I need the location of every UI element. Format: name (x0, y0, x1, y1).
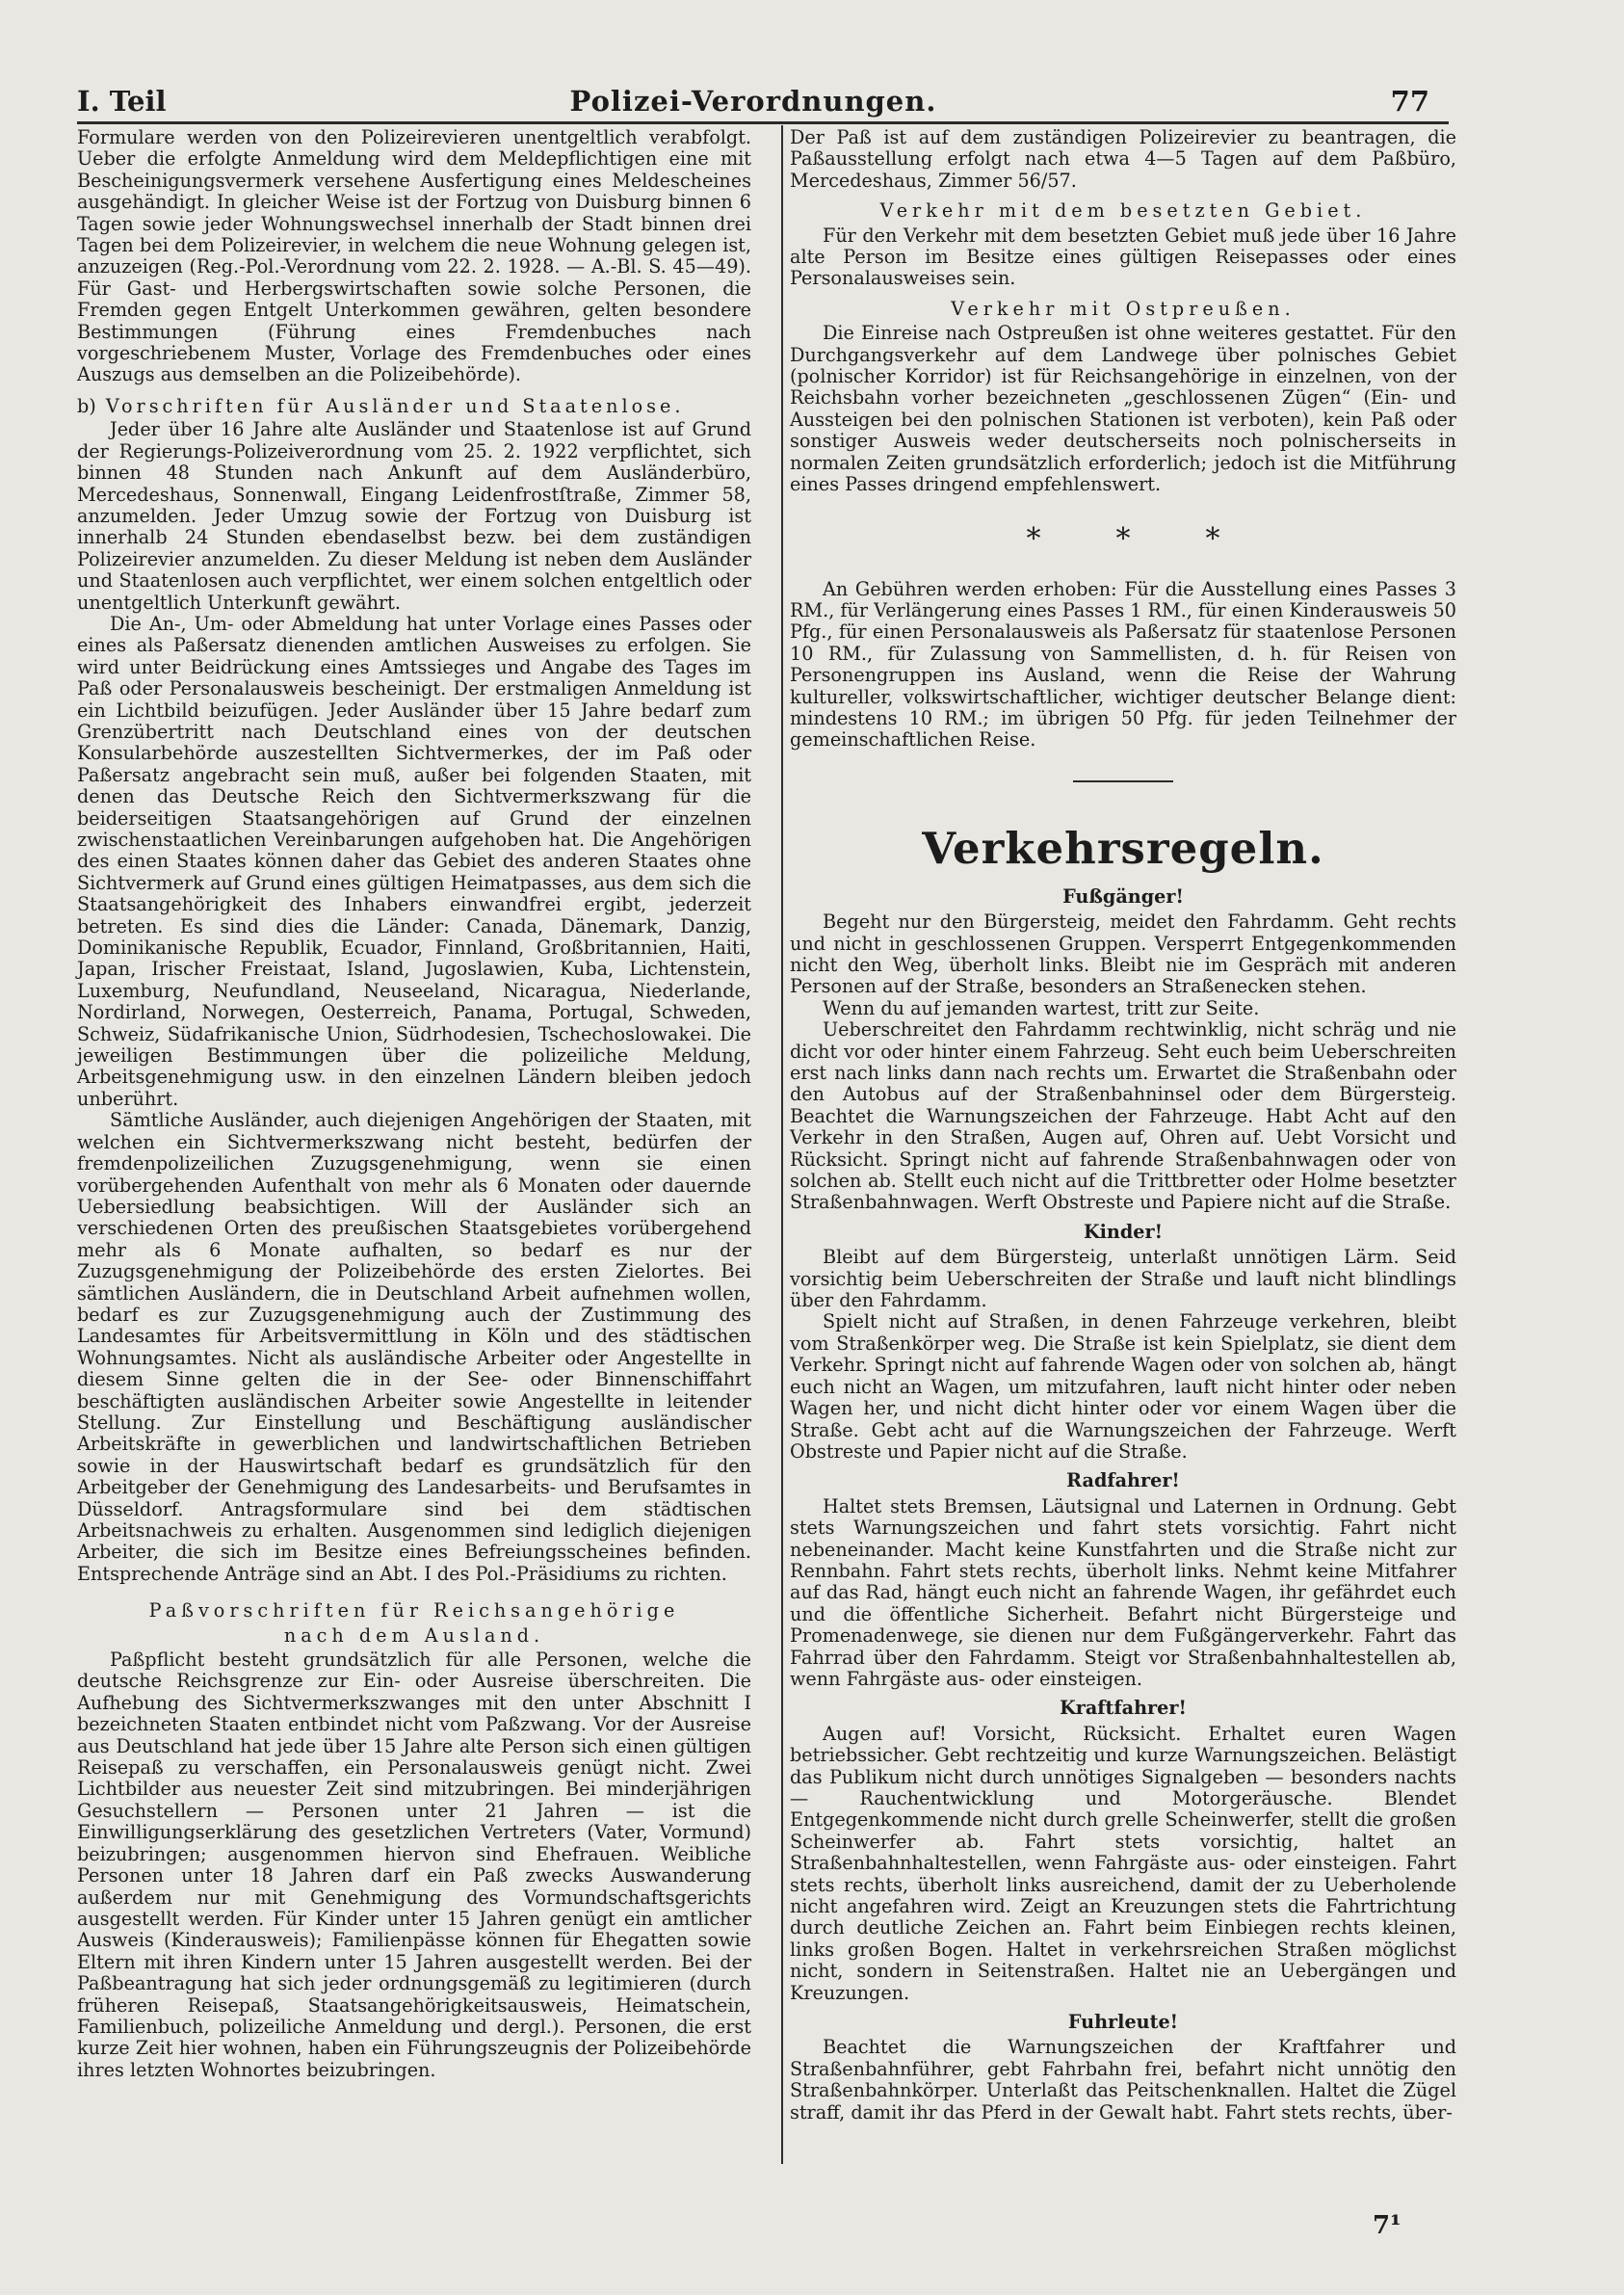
children-heading: Kinder! (1083, 1220, 1164, 1243)
drivers-paragraph: Augen auf! Vorsicht, Rücksicht. Erhaltet euren Wagen betriebssicher. Gebt rechtzeitig und kurze Warnungszeichen. Belästigt das Publikum nicht durch unnötiges Signalgeben — besonders nachts — Rauchentwicklung und Motorgeräusche. Blendet Entgegenkommende nicht durch grelle Scheinwerfer, stellt die großen Scheinwerfer ab. Fahrt stets vorsichtig, haltet an Straßenbahnhaltestellen, wenn Fahrgäste aus- oder einsteigen. Fahrt stets rechts, überholt links ausreichend, damit der zu Ueberholende nicht angefahren wird. Zeigt an Kreuzungen stets die Fahrtrichtung durch deutliche Zeichen an. Fahrt beim Einbiegen rechts kleinen, links großen Bogen. Haltet in verkehrsreichen Straßen möglichst nicht, sondern in Seitenstraßen. Haltet nie an Uebergängen und Kreuzungen. (790, 1722, 1456, 2004)
registration-paragraph: Formulare werden von den Polizeirevieren unentgeltlich verabfolgt. Ueber die erfolgte Anmeldung wird dem Meldepflichtigen eine mit Bescheinigungsvermerk versehene Ausfertigung eines Meldescheines ausgehändigt. In gleicher Weise ist der Fortzug von Duisburg binnen 6 Tagen sowie jeder Wohnungswechsel innerhalb der Stadt binnen drei Tagen bei dem Polizeirevier, in welchem die neue Wohnung gelegen ist, anzuzeigen (Reg.-Pol.-Verordnung vom 22. 2. 1928. — A.-Bl. S. 45—49). Für Gast- und Herbergswirtschaften sowie solche Personen, die Fremden gegen Entgelt Unterkommen gewähren, gelten besondere Bestimmungen (Führung eines Fremdenbuches nach vorgeschriebenem Muster, Vorlage des Fremdenbuches oder eines Auszugs aus demselben an die Polizeibehörde). (77, 126, 751, 386)
asterism-divider (790, 521, 1456, 556)
passport-paragraph: Paßpflicht besteht grundsätzlich für alle Personen, welche die deutsche Reichsgrenze zur Ein- oder Ausreise überschreiten. Die Aufhebung des Sichtvermerkszwanges mit den unter Abschnitt I bezeichneten Staaten entbindet nicht vom Paßzwang. Vor der Ausreise aus Deutschland hat jede über 15 Jahre alte Person sich einen gültigen Reisepaß zu verschaffen, ein Personalausweis genügt nicht. Zwei Lichtbilder aus neuester Zeit sind mitzubringen. Bei minderjährigen Gesuchstellern — Personen unter 21 Jahren — ist die Einwilligungserklärung des gesetzlichen Vertreters (Vater, Vormund) beizubringen; ausgenommen hiervon sind Ehefrauen. Weibliche Personen unter 18 Jahren darf ein Paß zwecks Auswanderung außerdem nur mit Genehmigung des Vormundschaftsgerichts ausgestellt werden. Für Kinder unter 15 Jahren genügt ein amtlicher Ausweis (Kinderausweis); Familienpässe können für Ehegatten sowie Eltern mit ihren Kindern unter 15 Jahren ausgestellt werden. Bei der Paßbeantragung hat sich jeder ordnungsgemäß zu legitimieren (durch früheren Reisepaß, Staatsangehörigkeitsausweis, Heimatschein, Familienbuch, polizeiliche Anmeldung und dergl.). Personen, die erst kurze Zeit hier wohnen, haben ein Führungszeugnis der Polizeibehörde ihres letzten Wohnortes beizubringen. (77, 1649, 751, 2081)
section-b-heading (77, 396, 751, 417)
column-divider (781, 125, 783, 2164)
left-column (77, 127, 751, 2081)
section-divider (1073, 780, 1173, 782)
drivers-heading: Kraftfahrer! (1060, 1697, 1187, 1720)
fees-paragraph: An Gebühren werden erhoben: Für die Ausstellung eines Passes 3 RM., für Verlängerung eines Passes 1 RM., für einen Kinderausweis 50 Pfg., für einen Personalausweis als Paßersatz für staatenlose Personen 10 RM., für Zulassung von Sammellisten, d. h. für Reisen von Personengruppen ins Ausland, wenn die Reise der Wahrung kultureller, volkswirtschaftlicher, wichtiger deutscher Belange dient: mindestens 10 RM.; im übrigen 50 Pfg. für jeden Teilnehmer der gemeinschaftlichen Reise. (790, 577, 1456, 752)
cyclists-paragraph: Haltet stets Bremsen, Läutsignal und Laternen in Ordnung. Gebt stets Warnungszeichen und fahrt stets vorsichtig. Fahrt nicht nebeneinander. Macht keine Kunstfahrten und die Straße nicht zur Rennbahn. Fahrt stets rechts, überholt links. Nehmt keine Mitfahrer auf das Rad, hängt euch nicht an fahrende Wagen, ihr gefährdet euch und die öffentliche Sicherheit. Befahrt nicht Bürgersteige und Promenadenwege, sie dienen nur dem Fußgängerverkehr. Fahrt das Fahrrad über den Fahrdamm. Steigt vor Straßenbahnhaltestellen ab, wenn Fahrgäste aus- oder einsteigen. (790, 1494, 1456, 1690)
section-b-title: Vorschriften für Ausländer und Staatenlose. (105, 394, 685, 417)
foreigners-paragraph-3: Sämtliche Ausländer, auch diejenigen Angehörigen der Staaten, mit welchen ein Sichtvermerkszwang nicht besteht, bedürfen der fremdenpolizeilichen Zuzugsgenehmigung, wenn sie einen vorübergehenden Aufenthalt von mehr als 6 Monaten oder dauernde Uebersiedlung beabsichtigen. Will der Ausländer sich an verschiedenen Orten des preußischen Staatsgebietes vorübergehend mehr als 6 Monate aufhalten, so bedarf es nur der Zuzugsgenehmigung der Polizeibehörde des ersten Zielortes. Bei sämtlichen Ausländern, die in Deutschland Arbeit aufnehmen wollen, bedarf es zur Zuzugsgenehmigung auch der Zustimmung des Landesamtes für Arbeitsvermittlung in Köln und des städtischen Wohnungsamtes. Nicht als ausländische Arbeiter oder Angestellte in diesem Sinne gelten die in der See- oder Binnenschiffahrt beschäftigten ausländischen Arbeiter sowie Angestellte in leitender Stellung. Zur Einstellung und Beschäftigung ausländischer Arbeitskräfte in gewerblichen und landwirtschaftlichen Betrieben sowie in der Hauswirtschaft bedarf es grundsätzlich für den Arbeitgeber der Genehmigung des Landesarbeits- und Berufsamtes in Düsseldorf. Antragsformulare sind bei dem städtischen Arbeitsnachweis zu erhalten. Ausgenommen sind lediglich diejenigen Arbeiter, die sich im Besitze eines Befreiungsscheines befinden. Entsprechende Anträge sind an Abt. I des Pol.-Präsidiums zu richten. (77, 1109, 751, 1585)
star-2: * (1115, 521, 1131, 556)
coachmen-paragraph: Beachtet die Warnungszeichen der Kraftfahrer und Straßenbahnführer, gebt Fahrbahn frei, befahrt nicht unnötig den Straßenbahnkörper. Unterlaßt das Peitschenknallen. Haltet die Zügel straff, damit ihr das Pferd in der Gewalt habt. Fahrt stets rechts, über- (790, 2036, 1456, 2124)
pedestrians-paragraph-1: Begeht nur den Bürgersteig, meidet den Fahrdamm. Geht rechts und nicht in geschlossenen Gruppen. Versperrt Entgegenkommenden nicht den Weg, überholt links. Bleibt nie im Gespräch mit anderen Personen auf der Straße, besonders an Straßenecken stehen. (790, 910, 1456, 998)
page-number: 77 (1390, 85, 1429, 118)
header-rule (77, 121, 1449, 124)
passport-continuation: Der Paß ist auf dem zuständigen Polizeirevier zu beantragen, die Paßausstellung erfolgt nach etwa 4—5 Tagen auf dem Paßbüro, Mercedeshaus, Zimmer 56/57. (790, 126, 1456, 192)
star-1: * (1026, 521, 1041, 556)
right-column (790, 127, 1456, 2124)
traffic-rules-title: Verkehrsregeln. (922, 822, 1324, 874)
signature-mark: 7¹ (1373, 2211, 1401, 2240)
pedestrians-heading: Fußgänger! (1062, 884, 1184, 908)
children-paragraph-1: Bleibt auf dem Bürgersteig, unterlaßt unnötigen Lärm. Seid vorsichtig beim Ueberschreiten der Straße und lauft nicht blindlings über den Fahrdamm. (790, 1246, 1456, 1312)
east-prussia-heading: Verkehr mit Ostpreußen. (951, 297, 1296, 320)
occupied-territory-heading: Verkehr mit dem besetzten Gebiet. (879, 199, 1367, 223)
coachmen-heading: Fuhrleute! (1067, 2011, 1179, 2034)
foreigners-paragraph-2: Die An-, Um- oder Abmeldung hat unter Vorlage eines Passes oder eines als Paßersatz dienenden amtlichen Ausweises zu erfolgen. Sie wird unter Beidrückung eines Amtssieges und Angabe des Tages im Paß oder Personalausweis bescheinigt. Der erstmaligen Anmeldung ist ein Lichtbild beizufügen. Jeder Ausländer über 15 Jahre bedarf zum Grenzübertritt nach Deutschland eines von der deutschen Konsularbehörde auszestellten Sichtvermerkes, der im Paß oder Paßersatz angebracht sein muß, außer bei folgenden Staaten, mit denen das Deutsche Reich den Sichtvermerkszwang für die beiderseitigen Staatsangehörigen auf Grund der einzelnen zwischenstaatlichen Vereinbarungen aufgehoben hat. Die Angehörigen des einen Staates können daher das Gebiet des anderen Staates ohne Sichtvermerk auf Grund eines gültigen Heimatpasses, aus dem sich die Staatsangehörigkeit des Inhabers einwandfrei ergibt, jederzeit betreten. Es sind dies die Länder: Canada, Dänemark, Danzig, Dominikanische Republik, Ecuador, Finnland, Großbritannien, Haiti, Japan, Irischer Freistaat, Island, Jugoslawien, Kuba, Lichtenstein, Luxemburg, Neufundland, Neuseeland, Nicaragua, Niederlande, Nordirland, Norwegen, Oesterreich, Panama, Portugal, Schweden, Schweiz, Südafrikanische Union, Südrhodesien, Tschechoslowakei. Die jeweiligen Bestimmungen über die polizeiliche Meldung, Arbeitsgenehmigung usw. in den einzelnen Ländern bleiben jedoch unberührt. (77, 612, 751, 1110)
east-prussia-paragraph: Die Einreise nach Ostpreußen ist ohne weiteres gestattet. Für den Durchgangsverkehr auf dem Landwege über polnisches Gebiet (polnischer Korridor) ist für Reichsangehörige in einzelnen, von der Reichsbahn vorher bezeichneten „geschlossenen Zügen“ (Ein- und Aussteigen bei den polnischen Stationen ist verboten), kein Paß oder sonstiger Ausweis weder deutscherseits noch polnischerseits in normalen Zeiten grundsätzlich erforderlich; jedoch ist die Mitführung eines Passes dringend empfehlenswert. (790, 322, 1456, 496)
passport-heading-line2: nach dem Ausland. (283, 1623, 545, 1647)
occupied-territory-paragraph: Für den Verkehr mit dem besetzten Gebiet muß jede über 16 Jahre alte Person im Besitze eines gültigen Reisepasses oder eines Personalausweises sein. (790, 224, 1456, 290)
children-paragraph-2: Spielt nicht auf Straßen, in denen Fahrzeuge verkehren, bleibt vom Straßenkörper weg. Die Straße ist kein Spielplatz, sie dient dem Verkehr. Springt nicht auf fahrende Wagen oder von solchen ab, hängt euch nicht an Wagen, um mitzufahren, lauft nicht hinter oder neben Wagen her, und nicht dicht hinter oder vor einem Wagen über die Straße. Gebt acht auf die Warnungszeichen der Fahrzeuge. Werft Obstreste und Papier nicht auf die Straße. (790, 1310, 1456, 1463)
passport-heading-line1: Paßvorschriften für Reichsangehörige (148, 1599, 680, 1622)
section-b-letter: b) (77, 394, 96, 417)
running-title: Polizei-Verordnungen. (569, 85, 937, 118)
star-3: * (1205, 521, 1220, 556)
cyclists-heading: Radfahrer! (1066, 1469, 1180, 1492)
pedestrians-paragraph-2: Wenn du auf jemanden wartest, tritt zur Seite. (823, 996, 1260, 1019)
pedestrians-paragraph-3: Ueberschreitet den Fahrdamm rechtwinklig, nicht schräg und nie dicht vor oder hinter einem Fahrzeug. Seht euch beim Ueberschreiten erst nach links dann nach rechts um. Erwartet die Straßenbahn oder den Autobus auf der Straßenbahninsel oder dem Bürgersteig. Beachtet die Warnungszeichen der Fahrzeuge. Habt Acht auf den Verkehr in den Straßen, Augen auf, Ohren auf. Uebt Vorsicht und Rücksicht. Springt nicht auf fahrende Straßenbahnwagen oder von solchen ab. Stellt euch nicht auf die Trittbretter oder Holme besetzter Straßenbahnwagen. Werft Obstreste und Papiere nicht auf die Straße. (790, 1018, 1456, 1214)
foreigners-paragraph-1: Jeder über 16 Jahre alte Ausländer und Staatenlose ist auf Grund der Regierungs-Polizeiverordnung vom 25. 2. 1922 verpflichtet, sich binnen 48 Stunden nach Ankunft auf dem Ausländerbüro, Mercedeshaus, Sonnenwall, Eingang Leidenfrostſtraße, Zimmer 58, anzumelden. Jeder Umzug sowie der Fortzug von Duisburg ist innerhalb 24 Stunden ebendaselbst bezw. bei dem zuständigen Polizeirevier anzumelden. Zu dieser Meldung ist neben dem Ausländer und Staatenlosen auch verpflichtet, wer einem solchen entgeltlich oder unentgeltlich Unterkunft gewährt. (77, 418, 751, 614)
page-header (77, 85, 1429, 119)
part-label: I. Teil (77, 85, 167, 118)
